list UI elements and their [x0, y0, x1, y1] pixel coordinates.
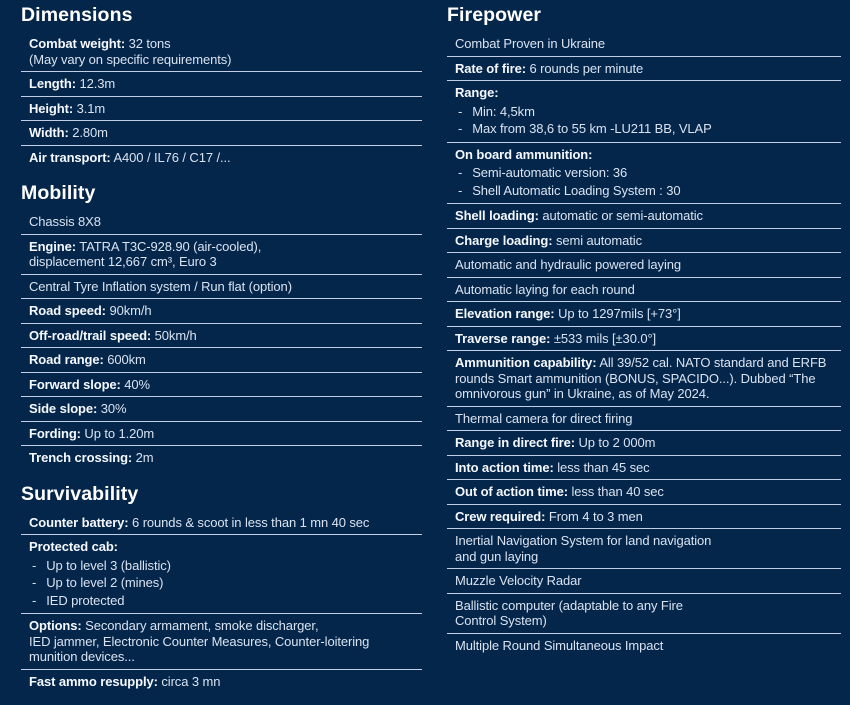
- spec-section: [21, 182, 422, 470]
- spec-label: Into action time:: [455, 459, 554, 475]
- spec-label: Road speed:: [29, 303, 106, 318]
- spec-bullet-text: Up to level 3 (ballistic): [46, 557, 171, 573]
- spec-row: [447, 504, 841, 529]
- spec-bullet-text: Up to level 2 (mines): [46, 575, 164, 590]
- spec-label: Side slope:: [29, 401, 98, 416]
- spec-value: TATRA T3C-928.90 (air-cooled),: [79, 238, 262, 254]
- spec-value: A400 / IL76 / C17 /...: [113, 149, 231, 165]
- spec-row: [21, 71, 422, 96]
- spec-label: Width:: [29, 125, 69, 140]
- spec-label: Protected cab:: [29, 539, 118, 554]
- spec-bullet-text: Min: 4,5km: [472, 103, 535, 119]
- section-rows: [447, 32, 841, 657]
- spec-row: [447, 301, 841, 326]
- spec-row: [447, 203, 841, 228]
- spec-row-text: [455, 233, 841, 249]
- spec-row: [447, 430, 841, 455]
- spec-row: [447, 142, 841, 204]
- dash-bullet-icon: [458, 121, 462, 137]
- spec-value: automatic or semi-automatic: [542, 208, 703, 223]
- spec-row-text: [29, 125, 422, 141]
- spec-label: Off-road/trail speed:: [29, 327, 152, 343]
- spec-label: Fast ammo resupply:: [29, 673, 158, 689]
- spec-row: [447, 326, 841, 351]
- spec-row-text: [29, 76, 422, 92]
- spec-value: 600km: [107, 352, 146, 367]
- spec-label: Options:: [29, 618, 82, 633]
- spec-row: [21, 669, 422, 694]
- spec-value: Secondary armament, smoke discharger,: [85, 618, 319, 633]
- spec-row-text: [455, 257, 841, 273]
- spec-row-text: [455, 598, 841, 614]
- spec-row-line: omnivorous gun” in Ukraine, as of May 2024.: [455, 386, 710, 401]
- spec-row-text: [29, 618, 422, 634]
- spec-row-text: [455, 36, 841, 52]
- spec-row: [21, 145, 422, 170]
- spec-row-text: [29, 303, 422, 319]
- left-column: [21, 4, 422, 705]
- spec-row-text: [455, 147, 841, 163]
- spec-bullet-item: [455, 164, 841, 182]
- spec-row-text: [29, 101, 422, 117]
- section-rows: [21, 511, 422, 694]
- spec-label: Road range:: [29, 352, 104, 367]
- spec-value: 30%: [100, 401, 127, 416]
- spec-label: Combat weight:: [29, 36, 126, 51]
- spec-value: 6 rounds & scoot in less than 1 mn 40 sec: [132, 514, 370, 530]
- spec-label: Height:: [29, 100, 74, 116]
- spec-row: [447, 455, 841, 480]
- spec-value: 2m: [135, 450, 154, 465]
- spec-row: [447, 633, 841, 658]
- spec-row: [447, 277, 841, 302]
- spec-value: 6 rounds per minute: [529, 60, 644, 76]
- spec-row-text: [29, 401, 422, 417]
- spec-row-text: [455, 533, 841, 549]
- spec-row-text: [29, 328, 422, 344]
- spec-row: [21, 298, 422, 323]
- dash-bullet-icon: [458, 165, 462, 181]
- spec-bullet-list: [455, 164, 841, 199]
- spec-row: [21, 120, 422, 145]
- spec-row-text: [29, 377, 422, 393]
- spec-row-line: and gun laying: [455, 548, 539, 564]
- spec-value: Central Tyre Inflation system / Run flat (option): [29, 278, 292, 294]
- spec-row-text: [29, 279, 422, 295]
- spec-value: Automatic laying for each round: [455, 281, 635, 297]
- dash-bullet-icon: [458, 183, 462, 199]
- spec-row: [447, 32, 841, 56]
- spec-label: Counter battery:: [29, 514, 129, 530]
- section-title: Mobility: [21, 182, 96, 204]
- spec-row: [21, 32, 422, 71]
- spec-bullet-text: Semi-automatic version: 36: [472, 165, 628, 180]
- spec-section: [21, 4, 422, 169]
- spec-value: semi automatic: [555, 232, 642, 248]
- section-rows: [21, 32, 422, 169]
- spec-value: Muzzle Velocity Radar: [455, 573, 582, 588]
- spec-row: [21, 534, 422, 613]
- spec-label: Crew required:: [455, 508, 546, 524]
- spec-label: Charge loading:: [455, 232, 553, 248]
- spec-bullet-text: IED protected: [46, 592, 125, 608]
- spec-row: [21, 234, 422, 274]
- spec-row: [21, 96, 422, 121]
- section-title: Survivability: [21, 482, 139, 505]
- spec-value: Ballistic computer (adaptable to any Fire: [455, 597, 683, 613]
- spec-row: [21, 421, 422, 446]
- spec-row-text: [455, 282, 841, 298]
- spec-row: [447, 406, 841, 431]
- spec-bullet-item: [29, 592, 422, 610]
- spec-value: 2.80m: [72, 125, 108, 140]
- spec-label: Rate of fire:: [455, 60, 526, 76]
- spec-row: [447, 479, 841, 504]
- spec-row-text: [29, 426, 422, 442]
- spec-row-text: [29, 515, 422, 531]
- spec-row-text: [29, 150, 422, 166]
- dash-bullet-icon: [32, 558, 36, 574]
- spec-value: Up to 1297mils [+73°]: [558, 306, 681, 321]
- spec-row: [21, 323, 422, 348]
- spec-bullet-list: [29, 557, 422, 610]
- spec-row-text: [29, 352, 422, 368]
- spec-row-text: [455, 208, 841, 224]
- spec-row-text: [455, 573, 841, 589]
- spec-value: Combat Proven in Ukraine: [455, 36, 606, 51]
- spec-row: [447, 252, 841, 277]
- spec-row-text: [455, 85, 841, 101]
- spec-bullet-item: [455, 182, 841, 200]
- spec-bullet-list: [455, 103, 841, 138]
- spec-value: ±533 mils [±30.0°]: [553, 330, 657, 346]
- spec-value: 90km/h: [109, 303, 152, 318]
- spec-row-text: [455, 435, 841, 451]
- spec-row-text: [455, 355, 841, 371]
- spec-row-text: [29, 450, 422, 466]
- spec-label: Range in direct fire:: [455, 435, 575, 450]
- spec-row-line: displacement 12,667 cm³, Euro 3: [29, 254, 217, 269]
- spec-row: [447, 80, 841, 142]
- spec-bullet-item: [455, 103, 841, 121]
- spec-value: Inertial Navigation System for land navigation: [455, 533, 712, 548]
- spec-label: Trench crossing:: [29, 450, 133, 465]
- spec-row-text: [455, 331, 841, 347]
- spec-row: [21, 396, 422, 421]
- spec-row: [21, 210, 422, 234]
- spec-value: Up to 1.20m: [84, 425, 155, 441]
- spec-label: On board ammunition:: [455, 146, 593, 162]
- dash-bullet-icon: [458, 104, 462, 120]
- spec-value: 32 tons: [128, 36, 171, 51]
- spec-value: 50km/h: [154, 327, 197, 343]
- section-title: Dimensions: [21, 4, 133, 26]
- spec-row-text: [455, 638, 841, 654]
- spec-value: 12.3m: [79, 76, 116, 91]
- dash-bullet-icon: [32, 575, 36, 591]
- spec-row: [21, 445, 422, 470]
- spec-row: [447, 528, 841, 568]
- spec-label: Length:: [29, 76, 76, 91]
- spec-row-text: [29, 214, 422, 230]
- spec-value: Chassis 8X8: [29, 214, 101, 229]
- spec-label: Elevation range:: [455, 306, 555, 321]
- spec-label: Engine:: [29, 238, 76, 254]
- spec-row-text: [455, 61, 841, 77]
- right-column: [447, 4, 841, 705]
- spec-label: Range:: [455, 85, 499, 100]
- spec-value: Thermal camera for direct firing: [455, 410, 633, 426]
- spec-row-text: [455, 509, 841, 525]
- spec-row-text: [455, 306, 841, 322]
- spec-value: Multiple Round Simultaneous Impact: [455, 637, 664, 653]
- spec-row: [447, 593, 841, 633]
- spec-row: [21, 613, 422, 669]
- spec-bullet-item: [29, 557, 422, 575]
- spec-label: Air transport:: [29, 149, 111, 165]
- spec-row: [21, 372, 422, 397]
- spec-row-text: [29, 539, 422, 555]
- spec-label: Out of action time:: [455, 484, 568, 499]
- section-rows: [21, 210, 422, 470]
- spec-row-text: [455, 460, 841, 476]
- spec-value: less than 40 sec: [571, 484, 664, 499]
- spec-bullet-item: [29, 574, 422, 592]
- spec-row-line: munition devices...: [29, 649, 135, 664]
- spec-row-text: [455, 484, 841, 500]
- spec-bullet-text: Shell Automatic Loading System : 30: [472, 182, 681, 198]
- spec-row: [447, 56, 841, 81]
- spec-row-line: (May vary on specific requirements): [29, 51, 232, 67]
- dash-bullet-icon: [32, 593, 36, 609]
- spec-value: Automatic and hydraulic powered laying: [455, 257, 681, 272]
- spec-section: [21, 483, 422, 694]
- spec-value: 40%: [124, 376, 151, 392]
- spec-row: [447, 228, 841, 253]
- spec-bullet-item: [455, 120, 841, 138]
- section-title: Firepower: [447, 4, 542, 26]
- spec-label: Shell loading:: [455, 208, 539, 223]
- spec-value: less than 45 sec: [557, 459, 650, 475]
- spec-row-text: [29, 674, 422, 690]
- spec-label: Forward slope:: [29, 376, 121, 392]
- spec-value: From 4 to 3 men: [548, 508, 643, 524]
- spec-row-line: Control System): [455, 613, 547, 628]
- spec-row: [447, 568, 841, 593]
- spec-row-text: [455, 411, 841, 427]
- spec-bullet-text: Max from 38,6 to 55 km -LU211 BB, VLAP: [472, 121, 712, 136]
- spec-row: [21, 347, 422, 372]
- spec-value: circa 3 mn: [161, 673, 221, 689]
- spec-label: Fording:: [29, 425, 81, 441]
- spec-row-text: [29, 239, 422, 255]
- spec-label: Ammunition capability:: [455, 355, 597, 370]
- spec-value: 3.1m: [76, 100, 106, 116]
- spec-row-text: [29, 36, 422, 52]
- spec-row-line: IED jammer, Electronic Counter Measures, Counter-loitering: [29, 633, 370, 649]
- spec-value: Up to 2 000m: [578, 435, 656, 450]
- spec-row: [21, 511, 422, 535]
- spec-row-line: rounds Smart ammunition (BONUS, SPACIDO...). Dubbed “The: [455, 370, 816, 386]
- spec-label: Traverse range:: [455, 330, 551, 346]
- spec-row: [21, 274, 422, 299]
- spec-row: [447, 350, 841, 406]
- spec-value: All 39/52 cal. NATO standard and ERFB: [599, 355, 827, 370]
- spec-section: [447, 4, 841, 657]
